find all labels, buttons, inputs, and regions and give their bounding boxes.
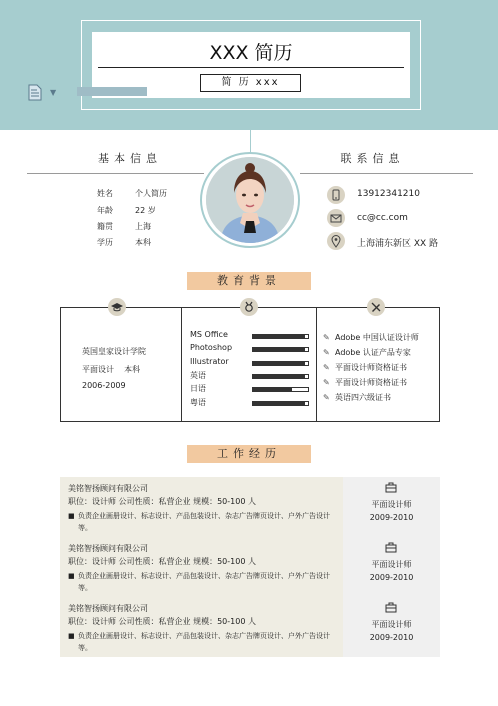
info-value: 本科 — [135, 238, 151, 247]
certificate-label: Adobe 中国认证设计师 — [335, 333, 419, 342]
info-label: 学历 — [97, 238, 113, 247]
major-degree — [82, 364, 140, 375]
skill-bar — [252, 347, 309, 352]
pin-icon: ✎ — [323, 378, 330, 387]
job-description-text: 负责企业画册设计、标志设计、产品包装设计、杂志广告牌页设计、户外广告设计等。 — [78, 572, 330, 592]
info-row-education — [97, 237, 151, 248]
briefcase-icon — [385, 602, 397, 613]
skill-bar-fill — [253, 402, 305, 405]
dropdown-caret-icon[interactable]: ▼ — [50, 88, 57, 97]
job-years: 2009-2010 — [369, 573, 414, 582]
info-label: 姓名 — [97, 189, 113, 198]
skill-bar-fill — [253, 388, 292, 391]
info-value: 22 岁 — [135, 206, 156, 215]
certificate-label: 平面设计师资格证书 — [335, 363, 407, 372]
certificate-item — [323, 347, 411, 358]
skill-bar-fill — [253, 362, 305, 365]
work-entry — [60, 537, 440, 597]
skill-label: 英语 — [190, 371, 206, 380]
skill-label: 日语 — [190, 384, 206, 393]
briefcase-icon — [385, 482, 397, 493]
education-divider — [316, 307, 317, 422]
work-heading: 工作经历 — [187, 445, 311, 463]
job-description — [68, 570, 340, 594]
basic-info-underline — [27, 173, 204, 174]
company-name: 美铭智扬顾问有限公司 — [68, 604, 148, 613]
info-row-hometown — [97, 221, 151, 232]
pin-icon: ✎ — [323, 333, 330, 342]
certificate-item — [323, 377, 407, 388]
skill-bar-fill — [253, 335, 305, 338]
skill-bar-fill — [253, 348, 305, 351]
skill-bar — [252, 334, 309, 339]
resume-subtitle: 简 历 xxx — [200, 74, 301, 92]
pin-icon: ✎ — [323, 393, 330, 402]
job-info: 职位：设计师 公司性质：私营企业 规模：50-100 人 — [68, 557, 256, 566]
contact-underline — [300, 173, 473, 174]
work-entry — [60, 477, 440, 537]
resume-title: XXX 简历 — [209, 42, 293, 64]
certificate-item — [323, 392, 391, 403]
address: 上海浦东新区 XX 路 — [357, 239, 439, 249]
job-years: 2009-2010 — [369, 513, 414, 522]
skill-bar — [252, 387, 309, 392]
phone-icon — [327, 186, 345, 204]
skill-label: 粤语 — [190, 398, 206, 407]
skill-label: MS Office — [190, 330, 228, 339]
info-row-age — [97, 205, 156, 216]
pin-icon: ✎ — [323, 363, 330, 372]
certificate-item — [323, 362, 407, 373]
info-row-name — [97, 188, 167, 199]
education-divider — [181, 307, 182, 422]
info-label: 籍贯 — [97, 222, 113, 231]
location-pin-icon — [327, 232, 345, 250]
skill-bar — [252, 374, 309, 379]
mail-icon — [327, 209, 345, 227]
certificate-label: 英语四六级证书 — [335, 393, 391, 402]
company-name: 美铭智扬顾问有限公司 — [68, 484, 148, 493]
job-role: 平面设计师 — [371, 620, 412, 629]
job-description-text: 负责企业画册设计、标志设计、产品包装设计、杂志广告牌页设计、户外广告设计等。 — [78, 512, 330, 532]
toolbar-placeholder — [77, 87, 147, 96]
skill-label: Photoshop — [190, 343, 233, 352]
bullet: ■ — [68, 632, 75, 640]
pencil-tools-icon — [367, 298, 385, 316]
job-info: 职位：设计师 公司性质：私营企业 规模：50-100 人 — [68, 497, 256, 506]
skill-bar — [252, 361, 309, 366]
bullet: ■ — [68, 572, 75, 580]
skill-bar-fill — [253, 375, 305, 378]
certificate-item — [323, 332, 419, 343]
profile-photo — [206, 157, 294, 243]
school-name: 英国皇家设计学院 — [82, 347, 146, 356]
certificate-label: Adobe 认证产品专家 — [335, 348, 411, 357]
certificate-label: 平面设计师资格证书 — [335, 378, 407, 387]
study-period: 2006-2009 — [82, 381, 126, 390]
title-divider — [98, 67, 404, 68]
work-entry — [60, 597, 440, 657]
graduation-cap-icon — [108, 298, 126, 316]
title-connector — [250, 110, 251, 153]
job-description-text: 负责企业画册设计、标志设计、产品包装设计、杂志广告牌页设计、户外广告设计等。 — [78, 632, 330, 652]
job-role: 平面设计师 — [371, 560, 412, 569]
phone-number: 13912341210 — [357, 189, 420, 199]
info-label: 年龄 — [97, 206, 113, 215]
medal-icon — [240, 298, 258, 316]
email-address: cc@cc.com — [357, 213, 408, 223]
company-name: 美铭智扬顾问有限公司 — [68, 544, 148, 553]
bullet: ■ — [68, 512, 75, 520]
job-description — [68, 510, 340, 534]
education-heading: 教育背景 — [187, 272, 311, 290]
job-years: 2009-2010 — [369, 633, 414, 642]
degree: 本科 — [124, 365, 141, 374]
info-value: 上海 — [135, 222, 151, 231]
job-role: 平面设计师 — [371, 500, 412, 509]
skill-label: Illustrator — [190, 357, 229, 366]
info-value: 个人简历 — [135, 189, 167, 198]
basic-info-heading: 基本信息 — [98, 152, 162, 165]
briefcase-icon — [385, 542, 397, 553]
skill-bar — [252, 401, 309, 406]
document-icon[interactable] — [28, 84, 42, 101]
pin-icon: ✎ — [323, 348, 330, 357]
contact-heading: 联系信息 — [340, 152, 405, 165]
job-description — [68, 630, 340, 654]
job-info: 职位：设计师 公司性质：私营企业 规模：50-100 人 — [68, 617, 256, 626]
major: 平面设计 — [82, 365, 114, 374]
